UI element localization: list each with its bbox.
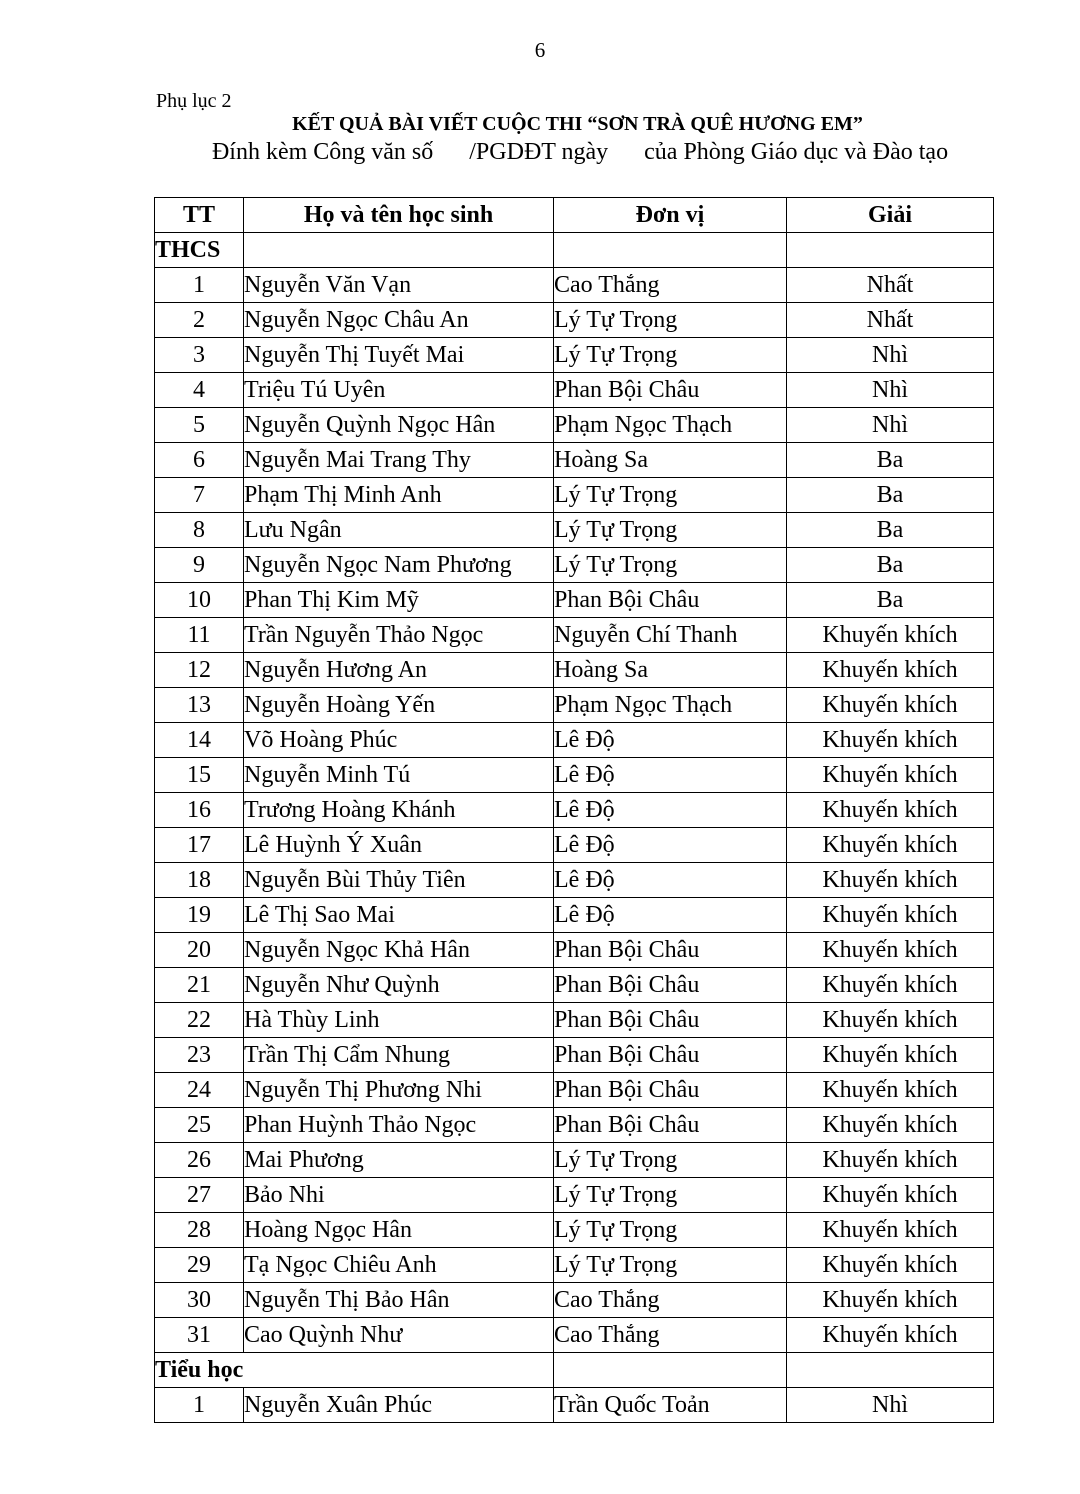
table-row: [155, 478, 994, 513]
table-body: [155, 233, 994, 1423]
prize: Khuyến khích: [787, 1318, 994, 1353]
prize: Khuyến khích: [787, 618, 994, 653]
student-name: Nguyễn Thị Bảo Hân: [244, 1283, 554, 1318]
student-name: Nguyễn Hương An: [244, 653, 554, 688]
school-unit: Phan Bội Châu: [554, 1003, 787, 1038]
header-unit: Đơn vị: [554, 198, 787, 233]
row-number: 6: [155, 443, 244, 478]
school-unit: Lý Tự Trọng: [554, 1248, 787, 1283]
student-name: Lê Huỳnh Ý Xuân: [244, 828, 554, 863]
school-unit: Trần Quốc Toản: [554, 1388, 787, 1423]
table-row: [155, 513, 994, 548]
student-name: Nguyễn Mai Trang Thy: [244, 443, 554, 478]
row-number: 16: [155, 793, 244, 828]
table-row: [155, 1038, 994, 1073]
student-name: Nguyễn Như Quỳnh: [244, 968, 554, 1003]
school-unit: Lý Tự Trọng: [554, 1143, 787, 1178]
table-row: [155, 1388, 994, 1423]
student-name: Lê Thị Sao Mai: [244, 898, 554, 933]
school-unit: Phan Bội Châu: [554, 933, 787, 968]
table-row: [155, 968, 994, 1003]
row-number: 19: [155, 898, 244, 933]
header-prize: Giải: [787, 198, 994, 233]
prize: Khuyến khích: [787, 688, 994, 723]
student-name: Nguyễn Thị Tuyết Mai: [244, 338, 554, 373]
table-row: [155, 793, 994, 828]
student-name: Bảo Nhi: [244, 1178, 554, 1213]
table-row: [155, 1108, 994, 1143]
school-unit: Lý Tự Trọng: [554, 338, 787, 373]
row-number: 15: [155, 758, 244, 793]
section-empty-cell: [244, 233, 554, 268]
student-name: Trần Thị Cẩm Nhung: [244, 1038, 554, 1073]
school-unit: Lý Tự Trọng: [554, 478, 787, 513]
row-number: 2: [155, 303, 244, 338]
student-name: Tạ Ngọc Chiêu Anh: [244, 1248, 554, 1283]
row-number: 3: [155, 338, 244, 373]
table-row: [155, 1213, 994, 1248]
prize: Nhì: [787, 338, 994, 373]
school-unit: Phan Bội Châu: [554, 1038, 787, 1073]
table-row: [155, 338, 994, 373]
row-number: 11: [155, 618, 244, 653]
row-number: 7: [155, 478, 244, 513]
table-row: [155, 688, 994, 723]
section-empty-cell: [554, 1353, 787, 1388]
student-name: Phạm Thị Minh Anh: [244, 478, 554, 513]
school-unit: Lê Độ: [554, 758, 787, 793]
header-tt: TT: [155, 198, 244, 233]
school-unit: Phan Bội Châu: [554, 583, 787, 618]
school-unit: Phan Bội Châu: [554, 1108, 787, 1143]
section-row: [155, 1353, 994, 1388]
school-unit: Lý Tự Trọng: [554, 303, 787, 338]
school-unit: Lê Độ: [554, 723, 787, 758]
row-number: 5: [155, 408, 244, 443]
student-name: Nguyễn Ngọc Nam Phương: [244, 548, 554, 583]
prize: Khuyến khích: [787, 933, 994, 968]
school-unit: Cao Thắng: [554, 1283, 787, 1318]
table-row: [155, 1003, 994, 1038]
student-name: Cao Quỳnh Như: [244, 1318, 554, 1353]
student-name: Nguyễn Ngọc Khả Hân: [244, 933, 554, 968]
section-empty-cell: [554, 233, 787, 268]
table-row: [155, 443, 994, 478]
table-row: [155, 1143, 994, 1178]
school-unit: Phạm Ngọc Thạch: [554, 688, 787, 723]
prize: Nhì: [787, 373, 994, 408]
school-unit: Nguyễn Chí Thanh: [554, 618, 787, 653]
school-unit: Lý Tự Trọng: [554, 548, 787, 583]
row-number: 30: [155, 1283, 244, 1318]
row-number: 22: [155, 1003, 244, 1038]
student-name: Hà Thùy Linh: [244, 1003, 554, 1038]
header-student-name: Họ và tên học sinh: [244, 198, 554, 233]
prize: Nhất: [787, 268, 994, 303]
table-row: [155, 653, 994, 688]
section-row: [155, 233, 994, 268]
row-number: 24: [155, 1073, 244, 1108]
row-number: 20: [155, 933, 244, 968]
page-number: 6: [534, 38, 546, 62]
table-row: [155, 583, 994, 618]
student-name: Phan Thị Kim Mỹ: [244, 583, 554, 618]
row-number: 28: [155, 1213, 244, 1248]
school-unit: Lý Tự Trọng: [554, 1213, 787, 1248]
table-row: [155, 898, 994, 933]
row-number: 1: [155, 268, 244, 303]
school-unit: Hoàng Sa: [554, 653, 787, 688]
table-row: [155, 408, 994, 443]
student-name: Phan Huỳnh Thảo Ngọc: [244, 1108, 554, 1143]
prize: Nhì: [787, 1388, 994, 1423]
table-row: [155, 1073, 994, 1108]
document-subtitle: Đính kèm Công văn số /PGDĐT ngày của Phòng Giáo dục và Đào tạo: [211, 139, 949, 165]
table-row: [155, 933, 994, 968]
row-number: 17: [155, 828, 244, 863]
school-unit: Cao Thắng: [554, 1318, 787, 1353]
row-number: 10: [155, 583, 244, 618]
prize: Khuyến khích: [787, 1178, 994, 1213]
results-table: [154, 197, 994, 1423]
student-name: Lưu Ngân: [244, 513, 554, 548]
school-unit: Phan Bội Châu: [554, 1073, 787, 1108]
student-name: Nguyễn Thị Phương Nhi: [244, 1073, 554, 1108]
document-title: KẾT QUẢ BÀI VIẾT CUỘC THI “SƠN TRÀ QUÊ HƯƠNG EM”: [292, 113, 863, 135]
row-number: 25: [155, 1108, 244, 1143]
school-unit: Lý Tự Trọng: [554, 513, 787, 548]
prize: Nhì: [787, 408, 994, 443]
table-row: [155, 723, 994, 758]
school-unit: Phan Bội Châu: [554, 373, 787, 408]
student-name: Võ Hoàng Phúc: [244, 723, 554, 758]
school-unit: Lê Độ: [554, 828, 787, 863]
prize: Ba: [787, 548, 994, 583]
row-number: 26: [155, 1143, 244, 1178]
prize: Khuyến khích: [787, 793, 994, 828]
student-name: Mai Phương: [244, 1143, 554, 1178]
prize: Khuyến khích: [787, 653, 994, 688]
student-name: Nguyễn Xuân Phúc: [244, 1388, 554, 1423]
student-name: Nguyễn Ngọc Châu An: [244, 303, 554, 338]
table-row: [155, 303, 994, 338]
table-row: [155, 618, 994, 653]
section-label: THCS: [155, 233, 244, 268]
row-number: 27: [155, 1178, 244, 1213]
prize: Khuyến khích: [787, 1108, 994, 1143]
prize: Khuyến khích: [787, 828, 994, 863]
prize: Khuyến khích: [787, 1038, 994, 1073]
student-name: Trương Hoàng Khánh: [244, 793, 554, 828]
school-unit: Phạm Ngọc Thạch: [554, 408, 787, 443]
row-number: 29: [155, 1248, 244, 1283]
prize: Khuyến khích: [787, 1143, 994, 1178]
appendix-label: Phụ lục 2: [156, 90, 232, 112]
school-unit: Phan Bội Châu: [554, 968, 787, 1003]
prize: Khuyến khích: [787, 1003, 994, 1038]
row-number: 8: [155, 513, 244, 548]
prize: Khuyến khích: [787, 1213, 994, 1248]
table-row: [155, 548, 994, 583]
school-unit: Cao Thắng: [554, 268, 787, 303]
school-unit: Lê Độ: [554, 793, 787, 828]
row-number: 14: [155, 723, 244, 758]
prize: Khuyến khích: [787, 968, 994, 1003]
prize: Ba: [787, 583, 994, 618]
table-row: [155, 373, 994, 408]
row-number: 4: [155, 373, 244, 408]
prize: Khuyến khích: [787, 1248, 994, 1283]
table-row: [155, 863, 994, 898]
section-empty-cell: [787, 233, 994, 268]
table-row: [155, 758, 994, 793]
table-row: [155, 1248, 994, 1283]
student-name: Triệu Tú Uyên: [244, 373, 554, 408]
prize: Khuyến khích: [787, 758, 994, 793]
prize: Khuyến khích: [787, 723, 994, 758]
row-number: 21: [155, 968, 244, 1003]
prize: Khuyến khích: [787, 898, 994, 933]
table-row: [155, 268, 994, 303]
student-name: Nguyễn Quỳnh Ngọc Hân: [244, 408, 554, 443]
prize: Khuyến khích: [787, 863, 994, 898]
prize: Khuyến khích: [787, 1073, 994, 1108]
row-number: 13: [155, 688, 244, 723]
row-number: 31: [155, 1318, 244, 1353]
student-name: Nguyễn Minh Tú: [244, 758, 554, 793]
student-name: Hoàng Ngọc Hân: [244, 1213, 554, 1248]
table-row: [155, 1318, 994, 1353]
section-empty-cell: [787, 1353, 994, 1388]
prize: Ba: [787, 478, 994, 513]
row-number: 18: [155, 863, 244, 898]
table-row: [155, 828, 994, 863]
school-unit: Hoàng Sa: [554, 443, 787, 478]
table-row: [155, 1283, 994, 1318]
student-name: Nguyễn Văn Vạn: [244, 268, 554, 303]
row-number: 23: [155, 1038, 244, 1073]
school-unit: Lê Độ: [554, 898, 787, 933]
row-number: 12: [155, 653, 244, 688]
school-unit: Lê Độ: [554, 863, 787, 898]
student-name: Nguyễn Hoàng Yến: [244, 688, 554, 723]
table-header-row: [155, 198, 994, 233]
prize: Khuyến khích: [787, 1283, 994, 1318]
student-name: Trần Nguyễn Thảo Ngọc: [244, 618, 554, 653]
student-name: Nguyễn Bùi Thủy Tiên: [244, 863, 554, 898]
school-unit: Lý Tự Trọng: [554, 1178, 787, 1213]
section-label: Tiểu học: [155, 1353, 244, 1388]
prize: Nhất: [787, 303, 994, 338]
table-row: [155, 1178, 994, 1213]
prize: Ba: [787, 513, 994, 548]
row-number: 9: [155, 548, 244, 583]
prize: Ba: [787, 443, 994, 478]
row-number: 1: [155, 1388, 244, 1423]
section-empty-cell: [244, 1353, 554, 1388]
